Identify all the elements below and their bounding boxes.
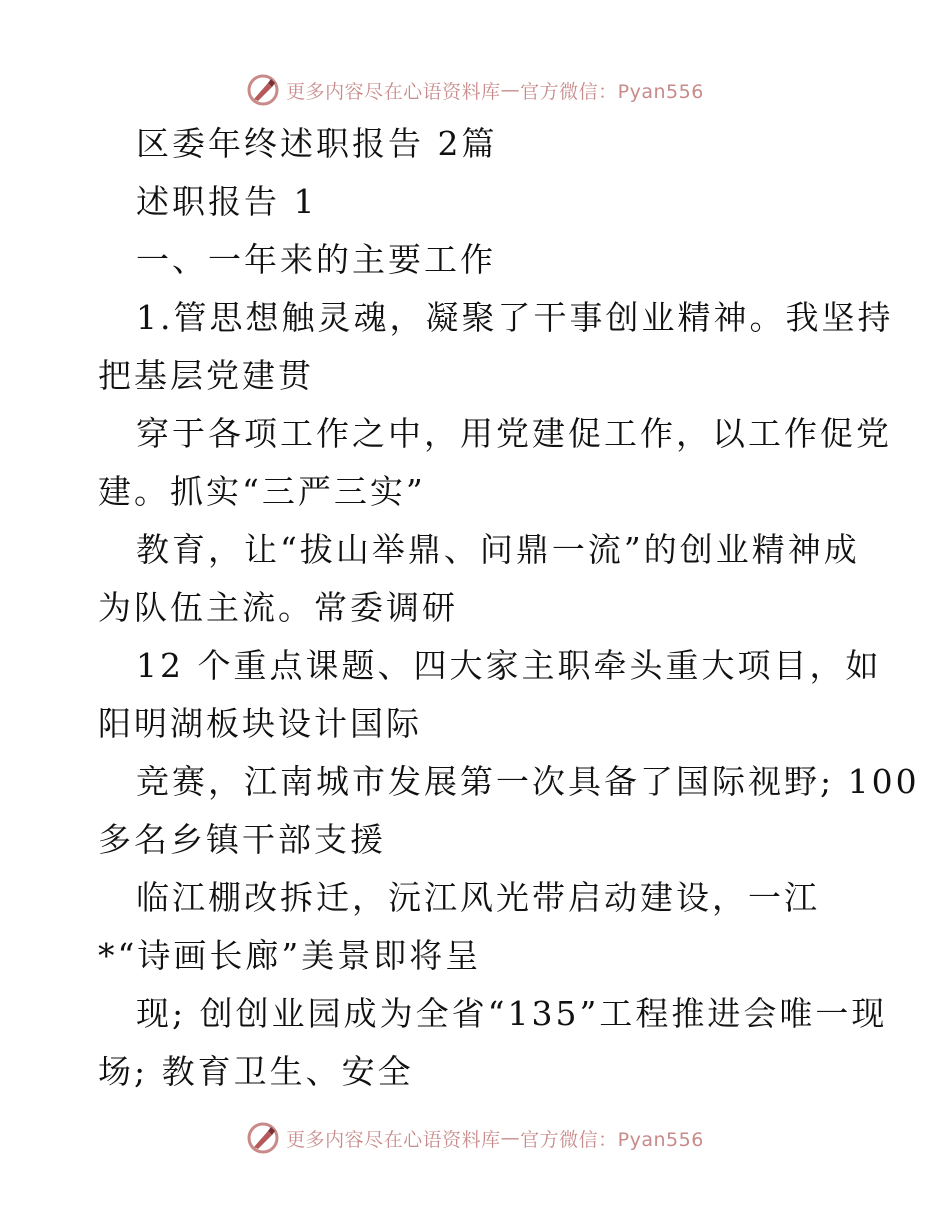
paragraph-line: 现; 创创业园成为全省“135”工程推进会唯一现	[136, 994, 888, 1033]
paragraph-line: 为队伍主流。常委调研	[98, 588, 458, 627]
paragraph-line: 竞赛，江南城市发展第一次具备了国际视野; 100	[136, 762, 920, 801]
paragraph-line: 把基层党建贯	[98, 356, 314, 395]
section-heading: 述职报告 1	[136, 182, 318, 221]
paragraph-line: 穿于各项工作之中，用党建促工作，以工作促党	[136, 414, 892, 453]
watermark-separator: —	[500, 79, 521, 101]
pen-nib-logo-icon	[246, 73, 280, 107]
watermark-separator: —	[500, 1127, 521, 1149]
watermark-header	[0, 70, 950, 110]
paragraph-line: 场; 教育卫生、安全	[98, 1052, 414, 1091]
watermark-brand: 更多内容尽在心语资料库	[286, 80, 501, 103]
paragraph-line: 1.管思想触灵魂，凝聚了干事创业精神。我坚持	[136, 298, 894, 337]
paragraph-line: *“诗画长廊”美景即将呈	[98, 936, 482, 975]
document-title: 区委年终述职报告 2篇	[136, 124, 498, 163]
paragraph-line: 教育，让“拔山举鼎、问鼎一流”的创业精神成	[136, 530, 860, 569]
paragraph-line: 建。抓实“三严三实”	[98, 472, 426, 511]
watermark-contact: 官方微信：Pyan556	[520, 80, 704, 103]
paragraph-line: 临江棚改拆迁，沅江风光带启动建设，一江	[136, 878, 820, 917]
watermark-contact: 官方微信：Pyan556	[520, 1128, 704, 1151]
sub-heading: 一、一年来的主要工作	[136, 240, 496, 279]
pen-nib-logo-icon	[246, 1121, 280, 1155]
paragraph-line: 多名乡镇干部支援	[98, 820, 386, 859]
paragraph-line: 阳明湖板块设计国际	[98, 704, 422, 743]
watermark-brand: 更多内容尽在心语资料库	[286, 1128, 501, 1151]
paragraph-line: 12 个重点课题、四大家主职牵头重大项目，如	[136, 646, 882, 685]
watermark-footer	[0, 1118, 950, 1158]
